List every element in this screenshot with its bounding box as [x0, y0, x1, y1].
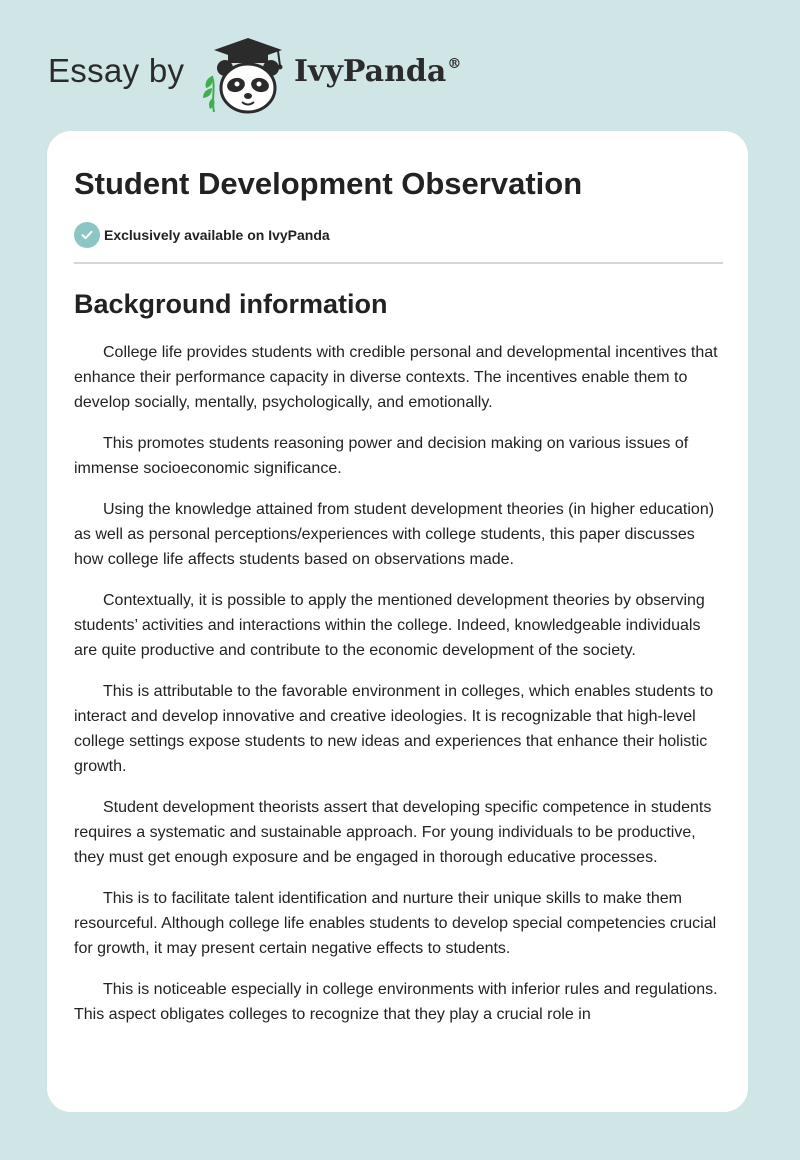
essay-content: [74, 131, 723, 1043]
paragraph: Using the knowledge attained from student development theories (in higher education) as well as personal perceptions/experiences with college students, this paper discusses how college life affects students based on observations made.: [74, 501, 715, 568]
paragraph: This is attributable to the favorable environment in colleges, which enables students to interact and develop innovative and creative ideologies. It is recognizable that high-level college settings expose students to new ideas and experiences that enhance their holistic growth.: [74, 683, 714, 775]
exclusive-badge: [74, 222, 723, 248]
panda-logo-icon[interactable]: [198, 36, 290, 116]
paragraph: Contextually, it is possible to apply the mentioned development theories by observing students’ activities and interactions within the college. Indeed, knowledgeable individuals are quite productive and contribute to the economic development of the society.: [74, 592, 705, 659]
brand-header: [48, 28, 548, 118]
paragraph: This promotes students reasoning power and decision making on various issues of immense socioeconomic significance.: [74, 435, 689, 477]
brand-prefix: Essay by: [48, 52, 185, 89]
paragraph: This is noticeable especially in college environments with inferior rules and regulations. This aspect obligates colleges to recognize that they play a crucial role in: [74, 981, 718, 1023]
paragraph: This is to facilitate talent identification and nurture their unique skills to make them resourceful. Although college life enables students to develop special competencies crucial for growth, it may present certain negative effects to students.: [74, 890, 717, 957]
page-title: Student Development Observation: [74, 166, 583, 201]
essay-card: [47, 131, 748, 1112]
paragraph: Student development theorists assert that developing specific competence in students requires a systematic and sustainable approach. For young individuals to be productive, they must get enough exposure and be engaged in thorough educative processes.: [74, 799, 712, 866]
brand-name[interactable]: IvyPanda®: [294, 54, 462, 89]
exclusive-text: Exclusively available on IvyPanda: [104, 227, 330, 243]
checkmark-icon: [74, 222, 100, 248]
paragraph: College life provides students with credible personal and developmental incentives that enhance their performance capacity in diverse contexts. The incentives enable them to develop socially, mentally, psychologically, and emotionally.: [74, 344, 718, 411]
divider: [74, 262, 723, 264]
registered-mark: ®: [447, 56, 462, 72]
essay-body: [74, 340, 723, 1027]
section-heading: Background information: [74, 289, 388, 319]
